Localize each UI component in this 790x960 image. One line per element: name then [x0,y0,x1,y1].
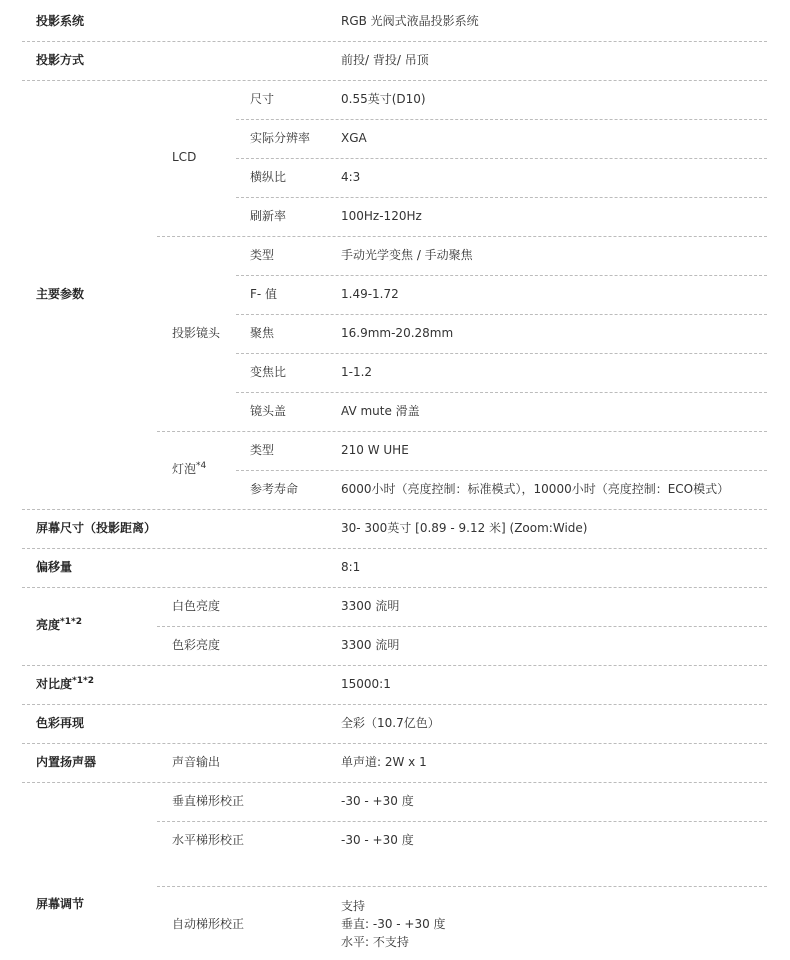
param-value: 3300 流明 [341,599,400,613]
param-value: -30 - +30 度 [341,833,414,847]
group-label: 屏幕调节 [36,897,85,911]
row-divider [236,158,767,159]
row-label: 色彩再现 [36,716,85,730]
row-value: 15000:1 [341,677,391,691]
row-divider [157,886,767,887]
row-label [36,675,94,693]
auto-keystone-horizontal: 水平: 不支持 [341,935,409,949]
param-label: 水平梯形校正 [172,833,245,847]
contrast-label: 对比度 [36,677,73,691]
param-value: 3300 流明 [341,638,400,652]
group-label [36,616,82,634]
row-divider [236,314,767,315]
param-value: AV mute 滑盖 [341,404,420,418]
param-label: 声音输出 [172,755,221,769]
param-value: -30 - +30 度 [341,794,414,808]
param-value: 210 W UHE [341,443,409,457]
param-value: XGA [341,131,367,145]
row-label: 投影方式 [36,53,85,67]
row-divider [22,41,767,42]
row-divider [236,197,767,198]
param-label: 镜头盖 [250,404,287,418]
param-value: 16.9mm-20.28mm [341,326,454,340]
row-divider [236,275,767,276]
row-value: 30- 300英寸 [0.89 - 9.12 米] (Zoom:Wide) [341,521,588,535]
auto-keystone-support: 支持 [341,899,366,913]
param-label: 参考寿命 [250,482,299,496]
subgroup-label-lens: 投影镜头 [172,326,221,340]
row-divider [236,392,767,393]
row-label: 屏幕尺寸（投影距离） [36,521,157,535]
param-value: 4:3 [341,170,361,184]
param-value: 0.55英寸(D10) [341,92,426,106]
brightness-label: 亮度 [36,618,61,632]
row-label: 投影系统 [36,14,85,28]
param-label: 色彩亮度 [172,638,221,652]
row-value: 全彩（10.7亿色） [341,716,440,730]
param-label: 刷新率 [250,209,287,223]
row-divider [22,743,767,744]
row-divider [157,821,767,822]
param-value: 1.49-1.72 [341,287,399,301]
footnote-marker: *1*2 [72,676,94,686]
param-label: 类型 [250,248,275,262]
footnote-marker: *1*2 [60,617,82,627]
row-divider [22,80,767,81]
row-label: 内置扬声器 [36,755,97,769]
param-label: 自动梯形校正 [172,917,245,931]
row-divider [236,119,767,120]
row-divider [157,626,767,627]
param-label: 垂直梯形校正 [172,794,245,808]
param-label: 变焦比 [250,365,287,379]
param-label: 横纵比 [250,170,287,184]
param-label: 白色亮度 [172,599,221,613]
row-divider [22,587,767,588]
param-label: 实际分辨率 [250,131,311,145]
row-divider [22,704,767,705]
param-value: 1-1.2 [341,365,373,379]
param-value: 100Hz-120Hz [341,209,422,223]
row-divider [157,431,767,432]
lamp-label: 灯泡 [172,462,197,476]
subgroup-label-lamp [172,460,206,478]
row-divider [22,665,767,666]
row-value: 8:1 [341,560,361,574]
row-divider [236,353,767,354]
param-value: 手动光学变焦 / 手动聚焦 [341,248,473,262]
auto-keystone-vertical: 垂直: -30 - +30 度 [341,917,446,931]
row-divider [22,782,767,783]
row-label: 偏移量 [36,560,73,574]
row-divider [22,548,767,549]
row-value: 单声道: 2W x 1 [341,755,427,769]
row-value: 前投/ 背投/ 吊顶 [341,53,429,67]
param-label: 聚焦 [250,326,275,340]
param-label: 尺寸 [250,92,275,106]
subgroup-label-lcd: LCD [172,150,197,164]
row-divider [157,236,767,237]
row-divider [22,509,767,510]
row-divider [236,470,767,471]
param-value-auto-keystone [341,897,446,951]
param-label: 类型 [250,443,275,457]
footnote-marker: *4 [196,461,207,471]
param-value: 6000小时（亮度控制：标准模式），10000小时（亮度控制：ECO模式） [341,482,730,496]
row-value: RGB 光阀式液晶投影系统 [341,14,479,28]
group-label: 主要参数 [36,287,85,301]
param-label: F- 值 [250,287,278,301]
